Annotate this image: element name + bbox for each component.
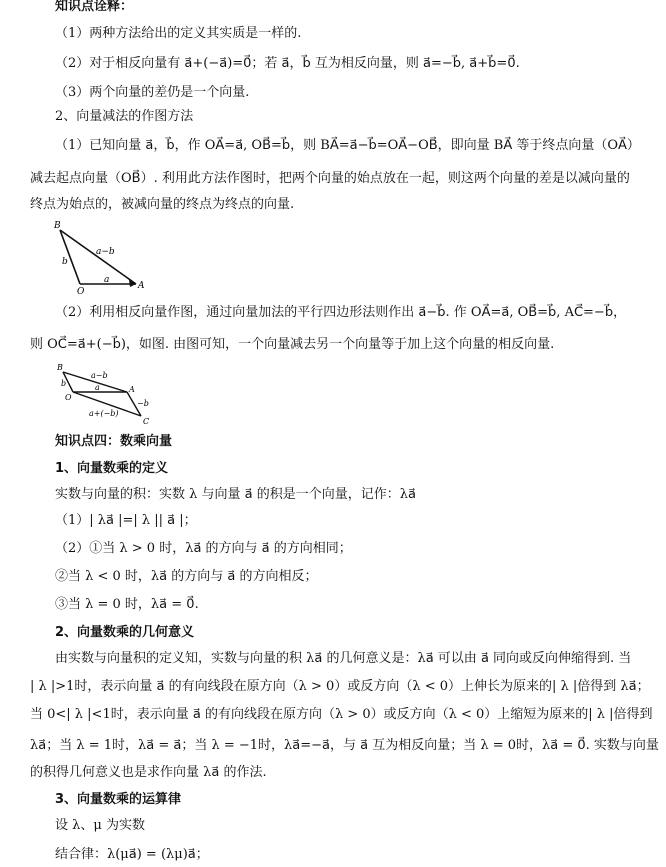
label-a-point: A	[138, 281, 145, 291]
text-line: 终点为始点的，被减向量的终点为终点的向量.	[30, 197, 295, 212]
text-line: （1）已知向量 a⃗，b⃗，作 OA⃗=a⃗, OB⃗=b⃗，则 BA⃗=a⃗−b⃗=OA⃗−OB⃗，即向量 BA⃗ 等于终点向量（OA⃗）	[55, 138, 640, 153]
label-c-point: C	[143, 417, 150, 426]
text-line: （3）两个向量的差仍是一个向量.	[55, 85, 250, 100]
label-o-point: O	[65, 393, 72, 402]
text-line: 由实数与向量积的定义知，实数与向量的积 λa⃗ 的几何意义是：λa⃗ 可以由 a⃗ 同向或反向伸缩得到. 当	[55, 651, 632, 666]
section-heading: 2、向量数乘的几何意义	[55, 625, 195, 640]
text-line: 结合律：λ(μa⃗) = (λμ)a⃗；	[55, 847, 209, 862]
label-a-plus-neg-b: a+(−b)	[89, 409, 119, 418]
text-line: ③当 λ = 0 时，λa⃗ = 0⃗.	[55, 597, 199, 612]
section-heading: 3、向量数乘的运算律	[55, 792, 182, 807]
text-line: （2）对于相反向量有 a⃗+(−a⃗)=0⃗；若 a⃗，b⃗ 互为相反向量，则 a⃗=−b⃗, a⃗+b⃗=0⃗.	[55, 56, 520, 71]
label-o-point: O	[77, 287, 85, 297]
label-a-point: A	[129, 385, 135, 394]
text-line: 设 λ、μ 为实数	[55, 818, 145, 833]
text-line: 当 0<| λ |<1时，表示向量 a⃗ 的有向线段在原方向（λ > 0）或反方向（λ < 0）上缩短为原来的| λ |倍得到	[30, 707, 653, 722]
text-line: ②当 λ < 0 时，λa⃗ 的方向与 a⃗ 的方向相反；	[55, 569, 318, 584]
text-line: | λ |>1时，表示向量 a⃗ 的有向线段在原方向（λ > 0）或反方向（λ < 0）上伸长为原来的| λ |倍得到 λa⃗；	[30, 679, 650, 694]
label-b-point: B	[57, 363, 63, 372]
text-line: （2）①当 λ > 0 时，λa⃗ 的方向与 a⃗ 的方向相同；	[55, 541, 352, 556]
label-b-vector: b	[61, 379, 67, 388]
label-a-vector: a	[104, 275, 110, 285]
heading-scalar-multiplication: 知识点四：数乘向量	[55, 434, 173, 449]
text-line: （1）两种方法给出的定义其实质是一样的.	[55, 26, 302, 41]
label-b-vector: b	[62, 257, 68, 267]
segment-ba	[60, 230, 136, 284]
text-line: （1）| λa⃗ |=| λ || a⃗ |；	[55, 513, 197, 528]
label-b-point: B	[54, 221, 61, 231]
label-neg-b: −b	[137, 399, 149, 408]
text-line: 减去起点向量（OB⃗）. 利用此方法作图时，把两个向量的始点放在一起，则这两个向量的差是以减向量的	[30, 171, 630, 186]
text-line: （2）利用相反向量作图，通过向量加法的平行四边形法则作出 a⃗−b⃗. 作 OA⃗=a⃗, OB⃗=b⃗, AC⃗=−b⃗，	[55, 305, 627, 320]
label-a-vector: a	[95, 383, 100, 392]
text-line: 则 OC⃗=a⃗+(−b⃗)，如图. 由图可知，一个向量减去另一个向量等于加上这个向量的相反向量.	[30, 337, 555, 352]
text-line: λa⃗；当 λ = 1时，λa⃗ = a⃗；当 λ = −1时，λa⃗=−a⃗，与 a⃗ 互为相反向量；当 λ = 0时，λa⃗ = 0⃗. 实数与向量	[30, 738, 659, 753]
label-a-minus-b: a−b	[91, 371, 108, 380]
heading-explanation: 知识点诠释：	[55, 0, 134, 14]
text-line: 的积得几何意义也是求作向量 λa⃗ 的作法.	[30, 765, 267, 780]
figure-vector-subtraction	[50, 218, 170, 297]
section-heading: 1、向量数乘的定义	[55, 461, 169, 476]
section-heading: 2、向量减法的作图方法	[55, 109, 194, 124]
figure-opposite-vector	[55, 362, 165, 430]
text-line: 实数与向量的积：实数 λ 与向量 a⃗ 的积是一个向量，记作：λa⃗	[55, 487, 416, 502]
label-a-minus-b: a−b	[96, 247, 115, 257]
